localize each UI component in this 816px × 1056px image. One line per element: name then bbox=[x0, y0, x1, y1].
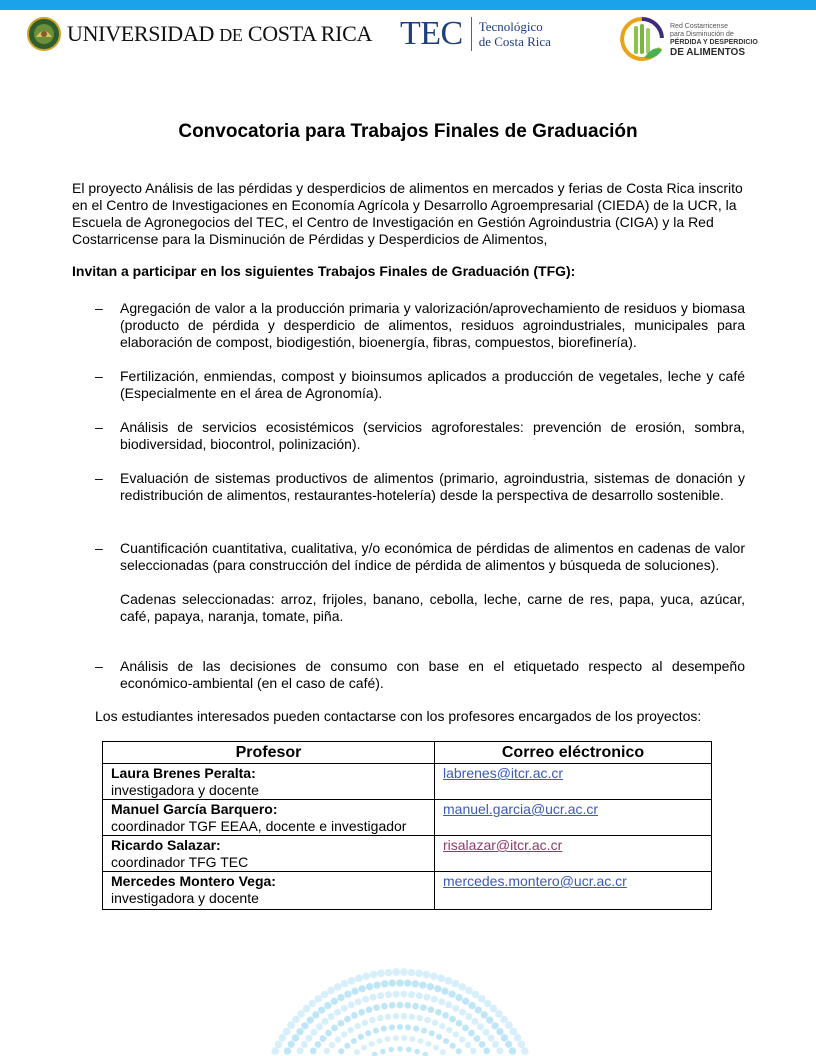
red-line-3: PÉRDIDA Y DESPERDICIO bbox=[670, 38, 758, 46]
decorative-dot bbox=[401, 1013, 407, 1019]
decorative-dot bbox=[412, 980, 419, 987]
decorative-dot bbox=[324, 1048, 330, 1054]
decorative-dot bbox=[341, 1031, 347, 1037]
email-link[interactable]: mercedes.montero@ucr.ac.cr bbox=[443, 873, 627, 889]
decorative-dot bbox=[320, 1035, 327, 1042]
header-logos bbox=[0, 14, 816, 84]
decorative-dot bbox=[408, 991, 415, 998]
decorative-dot bbox=[306, 1035, 313, 1042]
list-item bbox=[95, 540, 745, 625]
professor-name: Laura Brenes Peralta: bbox=[111, 765, 256, 781]
decorative-dot bbox=[397, 1046, 403, 1052]
tec-logo bbox=[400, 14, 551, 54]
decorative-dot bbox=[401, 1035, 407, 1041]
decorative-dot bbox=[271, 1047, 279, 1055]
top-accent-bar bbox=[0, 0, 816, 10]
decorative-dot bbox=[436, 1034, 442, 1040]
decorative-dot bbox=[413, 1026, 419, 1032]
ucr-seal-icon bbox=[27, 17, 61, 51]
red-line-4: DE ALIMENTOS bbox=[670, 46, 746, 58]
decorative-dot bbox=[412, 1003, 419, 1010]
decorative-dot bbox=[311, 1029, 318, 1036]
ucr-word-3: COSTA RICA bbox=[247, 21, 373, 46]
professor-name: Ricardo Salazar: bbox=[111, 837, 221, 853]
invite-heading: Invitan a participar en los siguientes Trabajos Finales de Graduación (TFG): bbox=[72, 263, 576, 279]
decorative-dot bbox=[441, 988, 448, 995]
professor-role: coordinador TFG TEC bbox=[111, 854, 249, 870]
decorative-dot bbox=[471, 1018, 478, 1025]
bullet-dash: – bbox=[95, 300, 103, 316]
decorative-dot bbox=[393, 1035, 399, 1041]
decorative-dot bbox=[385, 991, 392, 998]
bullet-dash: – bbox=[95, 419, 103, 435]
decorative-dot bbox=[355, 1023, 361, 1029]
intro-paragraph: El proyecto Análisis de las pérdidas y desperdicios de alimentos en mercados y ferias de Costa Rica inscrito en el Centro de Investigaciones en Economía Agrícola y Desarrollo Agroempresarial (CIEDA) de la UCR, la Escuela de Agronegocios del TEC, el Centro de Investigación en Gestión Agroindustria (CIGA) y la Red Costarricense para la Disminución de Pérdidas y Desperdicios de Alimentos, bbox=[72, 180, 743, 247]
decorative-dot bbox=[341, 980, 349, 988]
decorative-dot bbox=[362, 996, 369, 1003]
decorative-dot bbox=[406, 1047, 412, 1053]
decorative-dot bbox=[437, 975, 445, 983]
decorative-dot bbox=[450, 1043, 456, 1049]
decorative-dot bbox=[465, 1042, 471, 1048]
decorative-dot bbox=[490, 1005, 498, 1013]
list-item bbox=[95, 368, 745, 402]
decorative-dot bbox=[420, 1004, 427, 1011]
decorative-dot bbox=[369, 1041, 375, 1047]
table-row bbox=[103, 872, 712, 910]
decorative-dot bbox=[443, 1038, 449, 1044]
decorative-dot bbox=[452, 1005, 459, 1012]
professor-name: Manuel García Barquero: bbox=[111, 801, 278, 817]
decorative-dot bbox=[380, 1049, 386, 1055]
decorative-dot bbox=[470, 1048, 476, 1054]
contacts-table bbox=[102, 741, 712, 910]
decorative-dot bbox=[310, 1048, 317, 1055]
decorative-dot bbox=[348, 1001, 355, 1008]
decorative-dot bbox=[331, 1025, 338, 1032]
decorative-dot bbox=[440, 1049, 446, 1055]
decorative-dot-pattern bbox=[240, 960, 560, 1056]
decorative-dot bbox=[435, 1009, 442, 1016]
list-item-text: Análisis de servicios ecosistémicos (servicios agroforestales: prevención de erosión, sombra, biodiversidad, biocontrol, polinización). bbox=[120, 419, 745, 452]
decorative-dot bbox=[479, 1041, 486, 1048]
decorative-dot bbox=[496, 1028, 503, 1035]
decorative-dot bbox=[327, 987, 335, 995]
decorative-dot bbox=[377, 1038, 383, 1044]
decorative-dot bbox=[416, 992, 423, 999]
decorative-dot bbox=[321, 991, 329, 999]
table-row bbox=[103, 836, 712, 872]
decorative-dot bbox=[377, 992, 384, 999]
decorative-dot bbox=[324, 1002, 331, 1009]
decorative-dot bbox=[505, 1021, 513, 1029]
decorative-dot bbox=[325, 1030, 332, 1037]
decorative-dot bbox=[468, 1002, 475, 1009]
decorative-dot bbox=[318, 1006, 325, 1013]
decorative-dot bbox=[481, 1011, 488, 1018]
tec-abbr: TEC bbox=[400, 15, 463, 52]
bullet-dash: – bbox=[95, 470, 103, 486]
decorative-dot bbox=[377, 1015, 383, 1021]
decorative-dot bbox=[483, 1048, 490, 1055]
red-perdida-logo bbox=[620, 16, 758, 64]
decorative-dot bbox=[432, 1020, 438, 1026]
decorative-dot bbox=[423, 994, 430, 1001]
decorative-dot bbox=[410, 1036, 416, 1042]
decorative-dot bbox=[426, 1041, 432, 1047]
ucr-word-1: UNIVERSIDAD bbox=[67, 21, 215, 46]
decorative-dot bbox=[433, 1045, 439, 1051]
decorative-dot bbox=[365, 1030, 371, 1036]
header-profesor: Profesor bbox=[103, 742, 435, 764]
decorative-dot bbox=[348, 1027, 354, 1033]
header-correo: Correo eléctronico bbox=[435, 742, 712, 764]
decorative-dot bbox=[400, 991, 407, 998]
decorative-dot bbox=[389, 1047, 395, 1053]
professor-name: Mercedes Montero Vega: bbox=[111, 873, 276, 889]
cadenas-text: Cadenas seleccionadas: arroz, frijoles, banano, cebolla, leche, carne de res, papa, yuca, azúcar, café, papaya, naranja, tomate, piña. bbox=[120, 591, 745, 624]
decorative-dot bbox=[431, 996, 438, 1003]
decorative-dot bbox=[423, 1052, 429, 1056]
email-link[interactable]: labrenes@itcr.ac.cr bbox=[443, 765, 564, 781]
decorative-dot bbox=[418, 1038, 424, 1044]
decorative-dot bbox=[445, 977, 453, 985]
email-link[interactable]: manuel.garcia@ucr.ac.cr bbox=[443, 801, 599, 817]
decorative-dot bbox=[421, 1028, 427, 1034]
decorative-dot bbox=[309, 1000, 317, 1008]
decorative-dot bbox=[475, 1006, 482, 1013]
decorative-dot bbox=[455, 994, 462, 1001]
decorative-dot bbox=[370, 994, 377, 1001]
decorative-dot bbox=[369, 1017, 375, 1023]
ucr-word-2: DE bbox=[219, 25, 243, 45]
decorative-dot bbox=[408, 969, 416, 977]
professor-role: investigadora y docente bbox=[111, 890, 259, 906]
decorative-dot bbox=[488, 1035, 495, 1042]
decorative-dot bbox=[316, 1023, 323, 1030]
decorative-dot bbox=[404, 1002, 411, 1009]
decorative-dot bbox=[373, 981, 380, 988]
decorative-dot bbox=[510, 1028, 518, 1036]
decorative-dot bbox=[275, 1041, 283, 1049]
decorative-dot bbox=[362, 972, 370, 980]
decorative-dot bbox=[400, 968, 408, 976]
bullet-dash: – bbox=[95, 368, 103, 384]
decorative-dot bbox=[366, 1006, 373, 1013]
decorative-dot bbox=[329, 1042, 335, 1048]
decorative-dot bbox=[474, 1035, 481, 1042]
red-line-2: para Disminución de bbox=[670, 30, 734, 38]
decorative-dot bbox=[362, 1020, 368, 1026]
decorative-dot bbox=[337, 994, 344, 1001]
decorative-dot bbox=[477, 1023, 484, 1030]
decorative-dot bbox=[393, 1013, 399, 1019]
decorative-dot bbox=[366, 983, 373, 990]
decorative-dot bbox=[322, 1018, 329, 1025]
list-item bbox=[95, 658, 745, 692]
professor-cell bbox=[103, 836, 435, 872]
decorative-dot bbox=[452, 980, 460, 988]
decorative-dot bbox=[355, 998, 362, 1005]
decorative-dot bbox=[358, 1009, 365, 1016]
decorative-dot bbox=[301, 1041, 308, 1048]
professor-cell bbox=[103, 764, 435, 800]
decorative-dot bbox=[478, 995, 486, 1003]
decorative-dot bbox=[373, 1004, 380, 1011]
decorative-dot bbox=[315, 995, 323, 1003]
decorative-dot bbox=[335, 1036, 341, 1042]
list-item bbox=[95, 419, 745, 453]
decorative-dot bbox=[279, 1034, 287, 1042]
decorative-dot bbox=[284, 1047, 291, 1054]
decorative-dot bbox=[297, 1010, 305, 1018]
decorative-dot bbox=[514, 1034, 522, 1042]
decorative-dot bbox=[415, 970, 423, 978]
professor-cell bbox=[103, 800, 435, 836]
decorative-dot bbox=[315, 1041, 322, 1048]
decorative-dot bbox=[359, 985, 366, 992]
decorative-dot bbox=[495, 1010, 503, 1018]
decorative-dot bbox=[465, 987, 473, 995]
decorative-dot bbox=[430, 972, 438, 980]
decorative-dot bbox=[484, 1000, 492, 1008]
decorative-dot bbox=[462, 998, 469, 1005]
decorative-dot bbox=[331, 998, 338, 1005]
decorative-dot bbox=[491, 1022, 498, 1029]
table-row bbox=[103, 764, 712, 800]
decorative-dot bbox=[292, 1016, 300, 1024]
decorative-dot bbox=[424, 1017, 430, 1023]
decorative-dot bbox=[288, 1041, 295, 1048]
decorative-dot bbox=[338, 1048, 344, 1054]
decorative-dot bbox=[456, 1048, 462, 1054]
decorative-dot bbox=[370, 971, 378, 979]
table-row bbox=[103, 800, 712, 836]
decorative-dot bbox=[449, 1016, 456, 1023]
email-cell bbox=[435, 764, 712, 800]
list-item bbox=[95, 470, 745, 504]
email-cell bbox=[435, 872, 712, 910]
decorative-dot bbox=[509, 1047, 516, 1054]
decorative-dot bbox=[301, 1022, 308, 1029]
decorative-dot bbox=[492, 1041, 499, 1048]
decorative-dot bbox=[351, 1012, 358, 1019]
decorative-dot bbox=[468, 1030, 475, 1037]
decorative-dot bbox=[354, 1049, 360, 1055]
decorative-dot bbox=[427, 983, 434, 990]
decorative-dot bbox=[397, 1002, 404, 1009]
decorative-dot bbox=[404, 980, 411, 987]
decorative-dot bbox=[338, 1020, 345, 1027]
list-item-text: Agregación de valor a la producción primaria y valorización/aprovechamiento de residuos y biomasa (producto de pérdida y desperdicio de alimentos, residuos agroindustriales, municipales para elaboración de compost, biodigestión, bioenergía, fibras, compuestos, biorefinería). bbox=[120, 300, 745, 350]
decorative-dot bbox=[312, 1011, 319, 1018]
decorative-dot bbox=[328, 1013, 335, 1020]
list-item-text: Análisis de las decisiones de consumo con base en el etiquetado respecto al desempeño económico-ambiental (en el caso de café). bbox=[120, 658, 745, 691]
decorative-dot bbox=[459, 983, 467, 991]
decorative-dot bbox=[283, 1028, 291, 1036]
decorative-dot bbox=[518, 1041, 526, 1049]
decorative-dot bbox=[453, 1031, 459, 1037]
decorative-dot bbox=[303, 1005, 311, 1013]
decorative-dot bbox=[501, 1034, 508, 1041]
decorative-dot bbox=[373, 1028, 379, 1034]
bullet-dash: – bbox=[95, 540, 103, 556]
decorative-dot bbox=[341, 1005, 348, 1012]
list-item bbox=[95, 300, 745, 351]
decorative-dot bbox=[296, 1028, 303, 1035]
decorative-dot bbox=[358, 1034, 364, 1040]
decorative-dot bbox=[361, 1045, 367, 1051]
decorative-dot bbox=[389, 1024, 395, 1030]
tec-divider bbox=[471, 17, 472, 51]
decorative-dot bbox=[396, 979, 403, 986]
decorative-dot bbox=[351, 988, 358, 995]
decorative-dot bbox=[459, 1036, 465, 1042]
decorative-dot bbox=[446, 1027, 452, 1033]
decorative-dot bbox=[348, 977, 356, 985]
tec-name-line-2: de Costa Rica bbox=[478, 34, 551, 49]
decorative-dot bbox=[381, 1026, 387, 1032]
decorative-dot bbox=[389, 1002, 396, 1009]
decorative-dot bbox=[423, 971, 431, 979]
decorative-dot bbox=[344, 1043, 350, 1049]
bullet-dash: – bbox=[95, 658, 103, 674]
decorative-dot bbox=[344, 1016, 351, 1023]
professor-role: investigadora y docente bbox=[111, 782, 259, 798]
email-cell bbox=[435, 836, 712, 872]
professor-cell bbox=[103, 872, 435, 910]
decorative-dot bbox=[381, 980, 388, 987]
decorative-dot bbox=[429, 1030, 435, 1036]
decorative-dot bbox=[434, 985, 441, 992]
decorative-dot bbox=[496, 1047, 503, 1054]
decorative-dot bbox=[448, 991, 455, 998]
decorative-dot bbox=[521, 1047, 529, 1055]
decorative-dot bbox=[292, 1034, 299, 1041]
list-item-text: Fertilización, enmiendas, compost y bioinsumos aplicados a producción de vegetales, leche y café (Especialmente en el área de Agronomía). bbox=[120, 368, 745, 401]
tec-name-line-1: Tecnológico bbox=[478, 19, 543, 34]
email-link[interactable]: risalazar@itcr.ac.cr bbox=[443, 837, 563, 853]
decorative-dot bbox=[462, 1025, 469, 1032]
decorative-dot bbox=[459, 1009, 466, 1016]
list-item-text: Evaluación de sistemas productivos de alimentos (primario, agroindustria, sistemas de donación y redistribución de alimentos, restaurantes-hotelería) desde la perspectiva de desarrollo sostenible. bbox=[120, 470, 745, 503]
decorative-dot bbox=[505, 1041, 512, 1048]
decorative-dot bbox=[334, 983, 342, 991]
decorative-dot bbox=[344, 991, 351, 998]
table-header-row bbox=[103, 742, 712, 764]
red-line-1: Red Costarricense bbox=[670, 22, 728, 30]
decorative-dot bbox=[355, 975, 363, 983]
decorative-dot bbox=[438, 998, 445, 1005]
decorative-dot bbox=[297, 1047, 304, 1054]
decorative-dot bbox=[445, 1001, 452, 1008]
red-leaf-icon bbox=[620, 16, 664, 64]
decorative-dot bbox=[377, 970, 385, 978]
decorative-dot bbox=[442, 1012, 449, 1019]
decorative-dot bbox=[439, 1023, 445, 1029]
decorative-dot bbox=[456, 1020, 463, 1027]
decorative-dot bbox=[351, 1038, 357, 1044]
decorative-dot bbox=[405, 1024, 411, 1030]
list-item-text: Cuantificación cuantitativa, cualitativa, y/o económica de pérdidas de alimentos en cadenas de valor seleccionadas (para construcción del índice de pérdida de alimentos y búsqueda de soluciones). bbox=[120, 540, 745, 573]
decorative-dot bbox=[472, 991, 480, 999]
decorative-dot bbox=[385, 969, 393, 977]
professor-role: coordinador TGF EEAA, docente e investigador bbox=[111, 818, 407, 834]
decorative-dot bbox=[428, 1006, 435, 1013]
ucr-logo bbox=[27, 14, 372, 54]
decorative-dot bbox=[393, 991, 400, 998]
decorative-dot bbox=[419, 981, 426, 988]
decorative-dot bbox=[483, 1029, 490, 1036]
decorative-dot bbox=[334, 1009, 341, 1016]
decorative-dot bbox=[409, 1014, 415, 1020]
decorative-dot bbox=[307, 1017, 314, 1024]
decorative-dot bbox=[372, 1052, 378, 1056]
decorative-dot bbox=[389, 980, 396, 987]
decorative-dot bbox=[392, 968, 400, 976]
decorative-dot bbox=[465, 1013, 472, 1020]
decorative-dot bbox=[385, 1036, 391, 1042]
decorative-dot bbox=[385, 1014, 391, 1020]
decorative-dot bbox=[417, 1015, 423, 1021]
decorative-dot bbox=[486, 1017, 493, 1024]
document-title: Convocatoria para Trabajos Finales de Graduación bbox=[178, 121, 638, 142]
email-cell bbox=[435, 800, 712, 836]
decorative-dot bbox=[381, 1003, 388, 1010]
decorative-dot bbox=[414, 1049, 420, 1055]
decorative-dot bbox=[397, 1024, 403, 1030]
contact-intro: Los estudiantes interesados pueden contactarse con los profesores encargados de los proyectos: bbox=[95, 708, 702, 724]
